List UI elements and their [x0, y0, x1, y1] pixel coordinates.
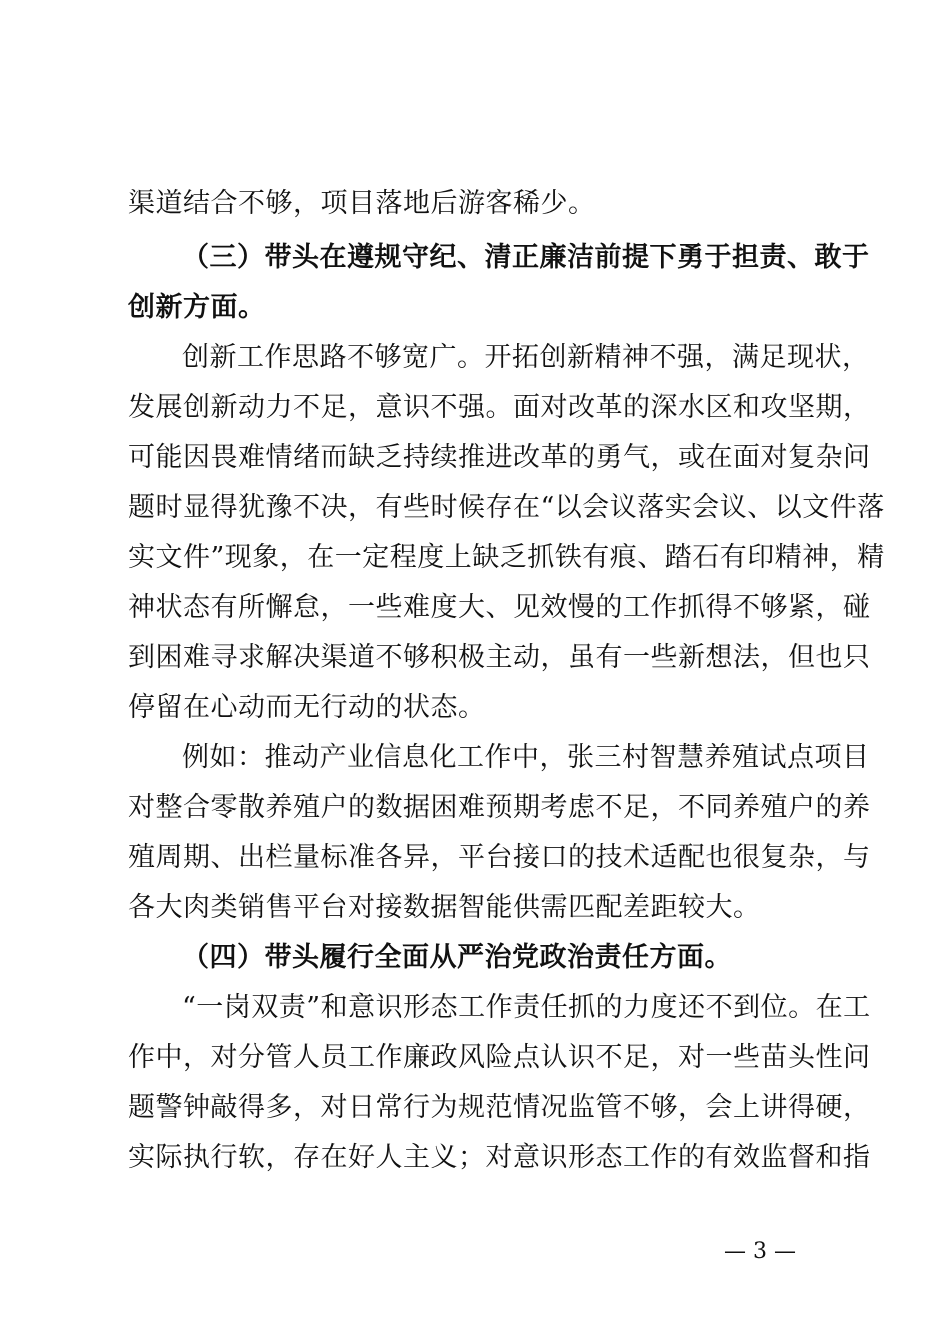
section-heading-3-line-2: 创新方面。 — [128, 292, 266, 323]
paragraph-line: 渠道结合不够，项目落地后游客稀少。 — [128, 188, 596, 219]
paragraph-line: 可能因畏难情绪而缺乏持续推进改革的勇气，或在面对复杂问 — [128, 442, 871, 473]
section-heading-4: （四）带头履行全面从严治党政治责任方面。 — [182, 942, 732, 973]
paragraph-line: 作中，对分管人员工作廉政风险点认识不足，对一些苗头性问 — [128, 1042, 871, 1073]
paragraph-line: “一岗双责”和意识形态工作责任抓的力度还不到位。在工 — [182, 992, 871, 1023]
paragraph-line: 神状态有所懈怠，一些难度大、见效慢的工作抓得不够紧，碰 — [128, 592, 871, 623]
paragraph-line: 停留在心动而无行动的状态。 — [128, 692, 486, 723]
paragraph-line: 实文件”现象，在一定程度上缺乏抓铁有痕、踏石有印精神，精 — [128, 542, 885, 573]
paragraph-line: 殖周期、出栏量标准各异，平台接口的技术适配也很复杂，与 — [128, 842, 871, 873]
paragraph-line: 对整合零散养殖户的数据困难预期考虑不足，不同养殖户的养 — [128, 792, 871, 823]
paragraph-line: 题警钟敲得多，对日常行为规范情况监管不够，会上讲得硬， — [128, 1092, 871, 1123]
paragraph-line: 实际执行软，存在好人主义；对意识形态工作的有效监督和指 — [128, 1142, 871, 1173]
paragraph-line: 题时显得犹豫不决，有些时候存在“以会议落实会议、以文件落 — [128, 492, 885, 523]
paragraph-line: 创新工作思路不够宽广。开拓创新精神不强，满足现状， — [182, 342, 870, 373]
section-heading-3-line-1: （三）带头在遵规守纪、清正廉洁前提下勇于担责、敢于 — [182, 242, 870, 273]
paragraph-line: 各大肉类销售平台对接数据智能供需匹配差距较大。 — [128, 892, 761, 923]
paragraph-line: 发展创新动力不足，意识不强。面对改革的深水区和攻坚期， — [128, 392, 871, 423]
page-number: — 3 — — [724, 1239, 796, 1264]
paragraph-line: 到困难寻求解决渠道不够积极主动，虽有一些新想法，但也只 — [128, 642, 871, 673]
paragraph-line: 例如：推动产业信息化工作中，张三村智慧养殖试点项目 — [182, 742, 870, 773]
